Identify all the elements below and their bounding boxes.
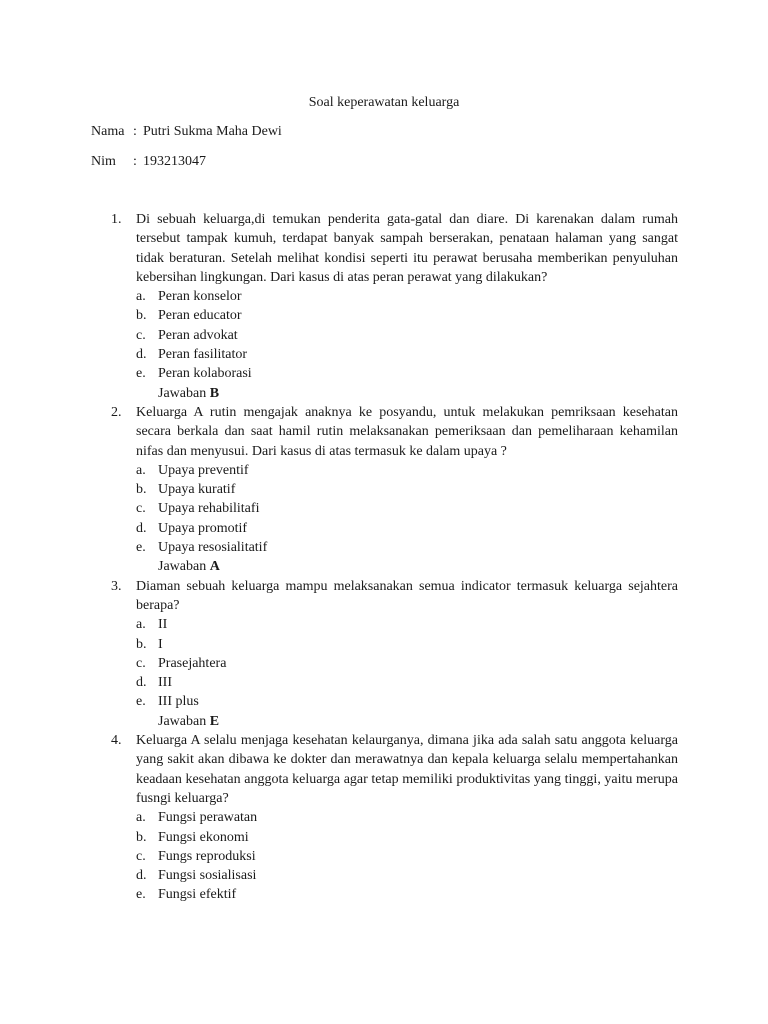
option-item	[136, 480, 678, 499]
option-item	[136, 885, 678, 904]
nim-row	[91, 153, 206, 171]
option-letter: e.	[136, 366, 146, 382]
option-text: Peran educator	[158, 308, 242, 324]
option-list	[136, 615, 678, 711]
option-text: Upaya resosialitatif	[158, 540, 268, 556]
option-text: II	[158, 617, 168, 633]
answer-line	[136, 557, 678, 576]
option-text: Upaya kuratif	[158, 482, 236, 498]
option-text: Upaya promotif	[158, 520, 248, 536]
option-text: III plus	[158, 694, 199, 710]
answer-line	[136, 384, 678, 403]
option-item	[136, 538, 678, 557]
option-item	[136, 499, 678, 518]
option-item	[136, 635, 678, 654]
option-letter: e.	[136, 887, 146, 903]
option-letter: c.	[136, 327, 146, 343]
option-item	[136, 287, 678, 306]
question-number: 3.	[111, 578, 122, 594]
answer-line	[136, 712, 678, 731]
option-letter: d.	[136, 868, 147, 884]
option-text: Peran kolaborasi	[158, 366, 252, 382]
option-letter: d.	[136, 675, 147, 691]
question-text: Diaman sebuah keluarga mampu melaksanakan semua indicator termasuk keluarga sejahtera berapa?	[136, 578, 678, 613]
option-item	[136, 345, 678, 364]
option-list	[136, 808, 678, 904]
option-letter: b.	[136, 636, 147, 652]
name-row	[91, 123, 282, 141]
option-text: Fungsi perawatan	[158, 810, 258, 826]
name-separator: :	[133, 124, 137, 139]
answer-label: Jawaban	[158, 385, 207, 401]
question-item	[111, 731, 678, 905]
option-item	[136, 808, 678, 827]
option-item	[136, 828, 678, 847]
answer-label: Jawaban	[158, 559, 207, 575]
option-text: Fungsi sosialisasi	[158, 868, 257, 884]
option-letter: b.	[136, 829, 147, 845]
option-letter: e.	[136, 540, 146, 556]
question-text: Di sebuah keluarga,di temukan penderita gata-gatal dan diare. Di karenakan dalam rumah tersebut tampak kumuh, terdapat banyak sampah berserakan, penataan halaman yang sangat tidak beraturan. Setelah melihat kondisi seperti itu perawat berusaha memberikan penyuluhan kebersihan lingkungan. Dari kasus di atas peran perawat yang dilakukan?	[136, 212, 678, 285]
option-letter: a.	[136, 617, 146, 633]
option-text: Upaya preventif	[158, 462, 249, 478]
question-item	[111, 210, 678, 403]
option-text: Fungsi ekonomi	[158, 829, 249, 845]
option-text: Prasejahtera	[158, 655, 227, 671]
option-letter: b.	[136, 482, 147, 498]
option-letter: c.	[136, 655, 146, 671]
option-letter: a.	[136, 462, 146, 478]
option-letter: c.	[136, 501, 146, 517]
question-item	[111, 403, 678, 577]
option-text: Peran advokat	[158, 327, 238, 343]
name-label: Nama	[91, 124, 125, 139]
option-list	[136, 461, 678, 557]
answer-value: E	[209, 713, 220, 729]
option-letter: d.	[136, 520, 147, 536]
option-item	[136, 866, 678, 885]
option-text: III	[158, 675, 172, 691]
option-text: Peran konselor	[158, 289, 242, 305]
nim-value: 193213047	[143, 154, 206, 169]
option-text: I	[158, 636, 163, 652]
option-item	[136, 847, 678, 866]
option-letter: d.	[136, 347, 147, 363]
option-list	[136, 287, 678, 383]
option-text: Fungsi efektif	[158, 887, 237, 903]
option-item	[136, 692, 678, 711]
option-text: Fungs reproduksi	[158, 848, 256, 864]
option-letter: b.	[136, 308, 147, 324]
page-title: Soal keperawatan keluarga	[308, 95, 460, 110]
answer-value: A	[209, 559, 220, 575]
option-letter: a.	[136, 810, 146, 826]
name-value: Putri Sukma Maha Dewi	[143, 124, 282, 139]
option-item	[136, 615, 678, 634]
option-item	[136, 326, 678, 345]
option-item	[136, 519, 678, 538]
option-text: Upaya rehabilitafi	[158, 501, 260, 517]
question-number: 2.	[111, 404, 122, 420]
nim-separator: :	[133, 154, 137, 169]
option-item	[136, 306, 678, 325]
answer-label: Jawaban	[158, 713, 207, 729]
option-item	[136, 673, 678, 692]
option-letter: c.	[136, 848, 146, 864]
question-text: Keluarga A rutin mengajak anaknya ke posyandu, untuk melakukan pemriksaan kesehatan secara berkala dan saat hamil rutin melaksanakan pemeriksaan dan pemeliharaan kehamilan nifas dan menyusui. Dari kasus di atas termasuk ke dalam upaya ?	[136, 404, 678, 459]
option-letter: a.	[136, 289, 146, 305]
question-text: Keluarga A selalu menjaga kesehatan kelaurganya, dimana jika ada salah satu anggota keluarga yang sakit akan dibawa ke dokter dan merawatnya dan kepala keluarga selalu mempertahankan keadaan kesehatan anggota keluarga agar tetap memiliki produktivitas yang tinggi, yaitu merupa fusngi keluarga?	[136, 733, 678, 806]
question-item	[111, 577, 678, 731]
option-item	[136, 364, 678, 383]
option-item	[136, 461, 678, 480]
answer-value: B	[209, 385, 220, 401]
option-letter: e.	[136, 694, 146, 710]
question-list	[0, 210, 768, 905]
question-number: 4.	[111, 733, 122, 749]
nim-label: Nim	[91, 154, 116, 169]
question-number: 1.	[111, 212, 122, 227]
option-text: Peran fasilitator	[158, 347, 248, 363]
option-item	[136, 654, 678, 673]
